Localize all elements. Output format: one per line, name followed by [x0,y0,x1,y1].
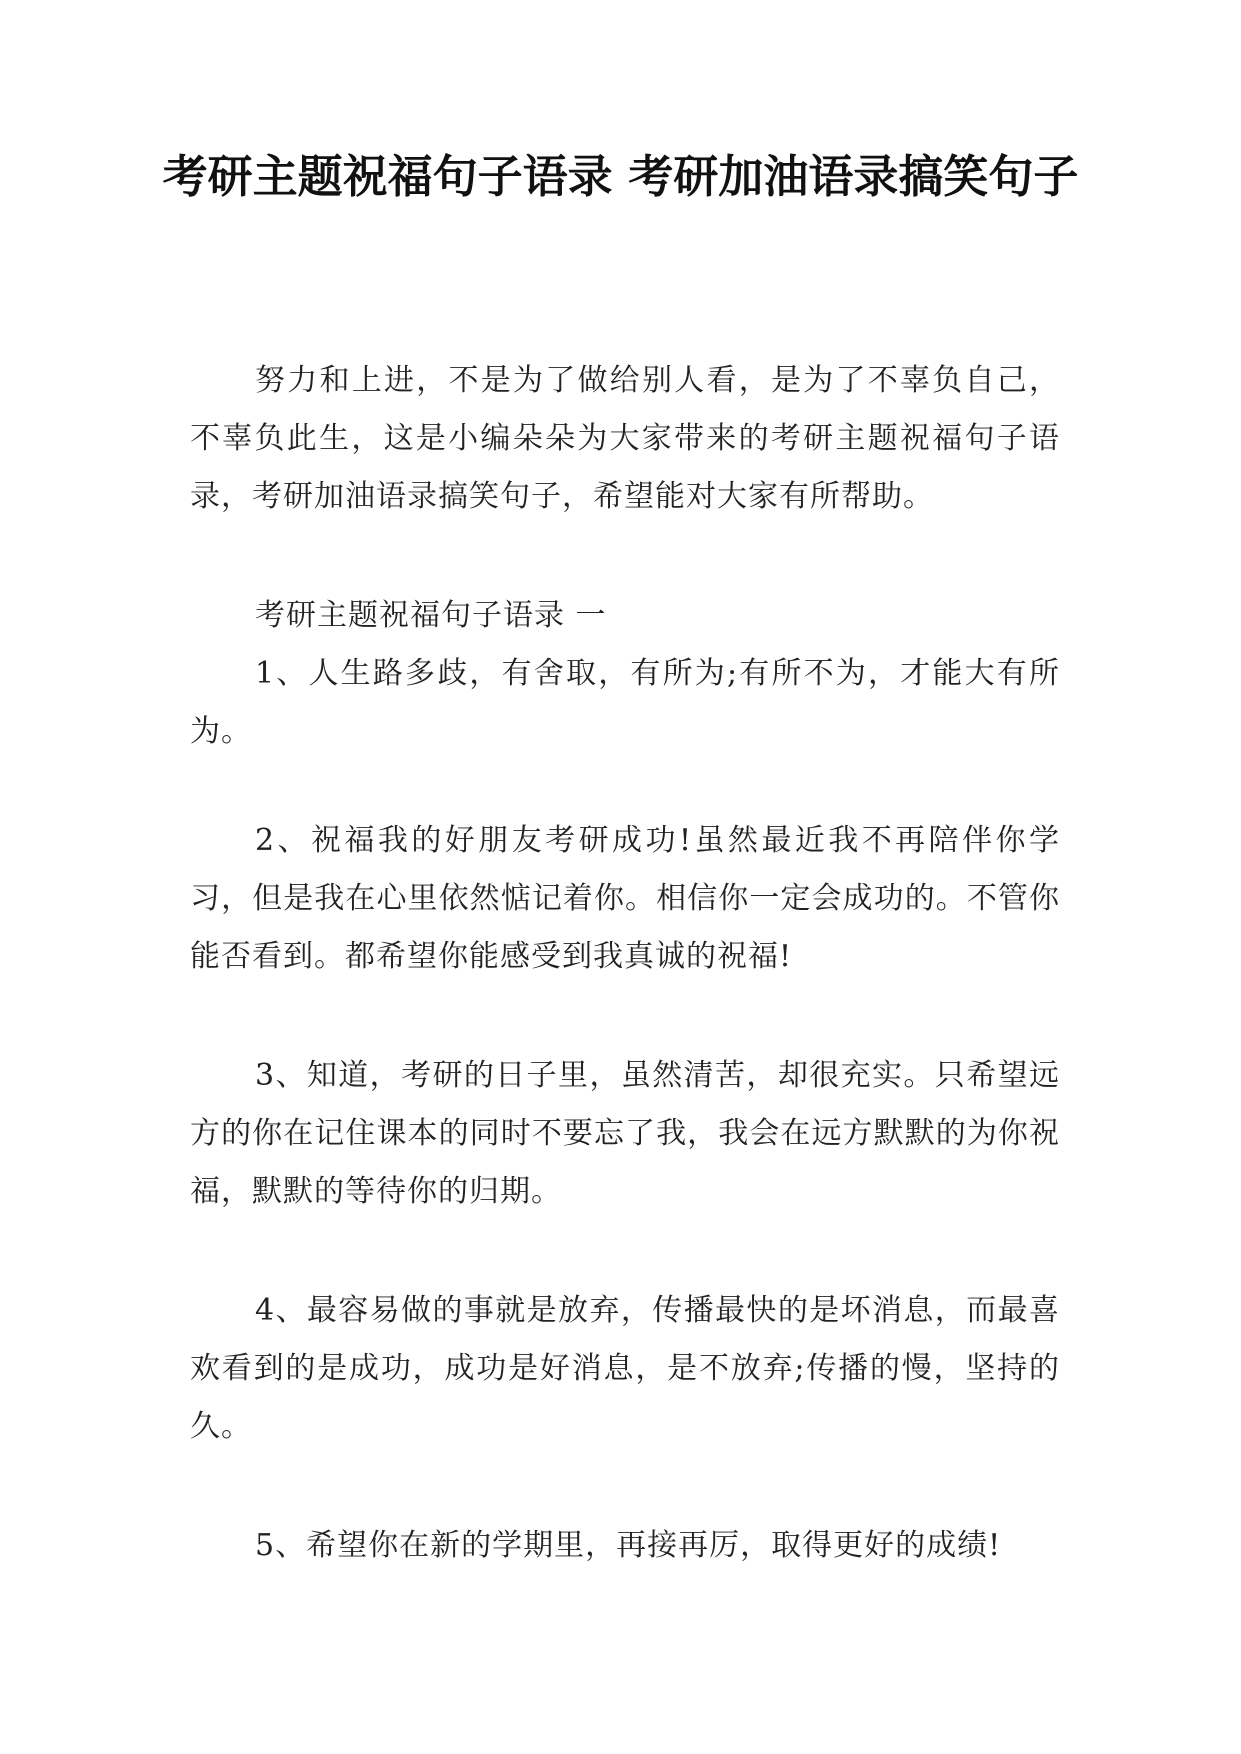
list-item: 4、最容易做的事就是放弃，传播最快的是坏消息，而最喜欢看到的是成功，成功是好消息，是不放弃;传播的慢，坚持的久。 [190,1293,1060,1444]
list-item: 5、希望你在新的学期里，再接再厉，取得更好的成绩! [255,1528,1002,1563]
document-title: 考研主题祝福句子语录 考研加油语录搞笑句子 [162,150,1079,203]
list-item: 2、祝福我的好朋友考研成功!虽然最近我不再陪伴你学习，但是我在心里依然惦记着你。相信你一定会成功的。不管你能否看到。都希望你能感受到我真诚的祝福! [190,823,1060,974]
list-item: 3、知道，考研的日子里，虽然清苦，却很充实。只希望远方的你在记住课本的同时不要忘了我，我会在远方默默的为你祝福，默默的等待你的归期。 [190,1058,1060,1209]
section-heading: 考研主题祝福句子语录 一 [255,598,607,633]
list-item: 1、人生路多歧，有舍取，有所为;有所不为，才能大有所为。 [190,656,1060,749]
intro-paragraph: 努力和上进，不是为了做给别人看，是为了不辜负自己，不辜负此生，这是小编朵朵为大家带来的考研主题祝福句子语录，考研加油语录搞笑句子，希望能对大家有所帮助。 [190,363,1060,514]
